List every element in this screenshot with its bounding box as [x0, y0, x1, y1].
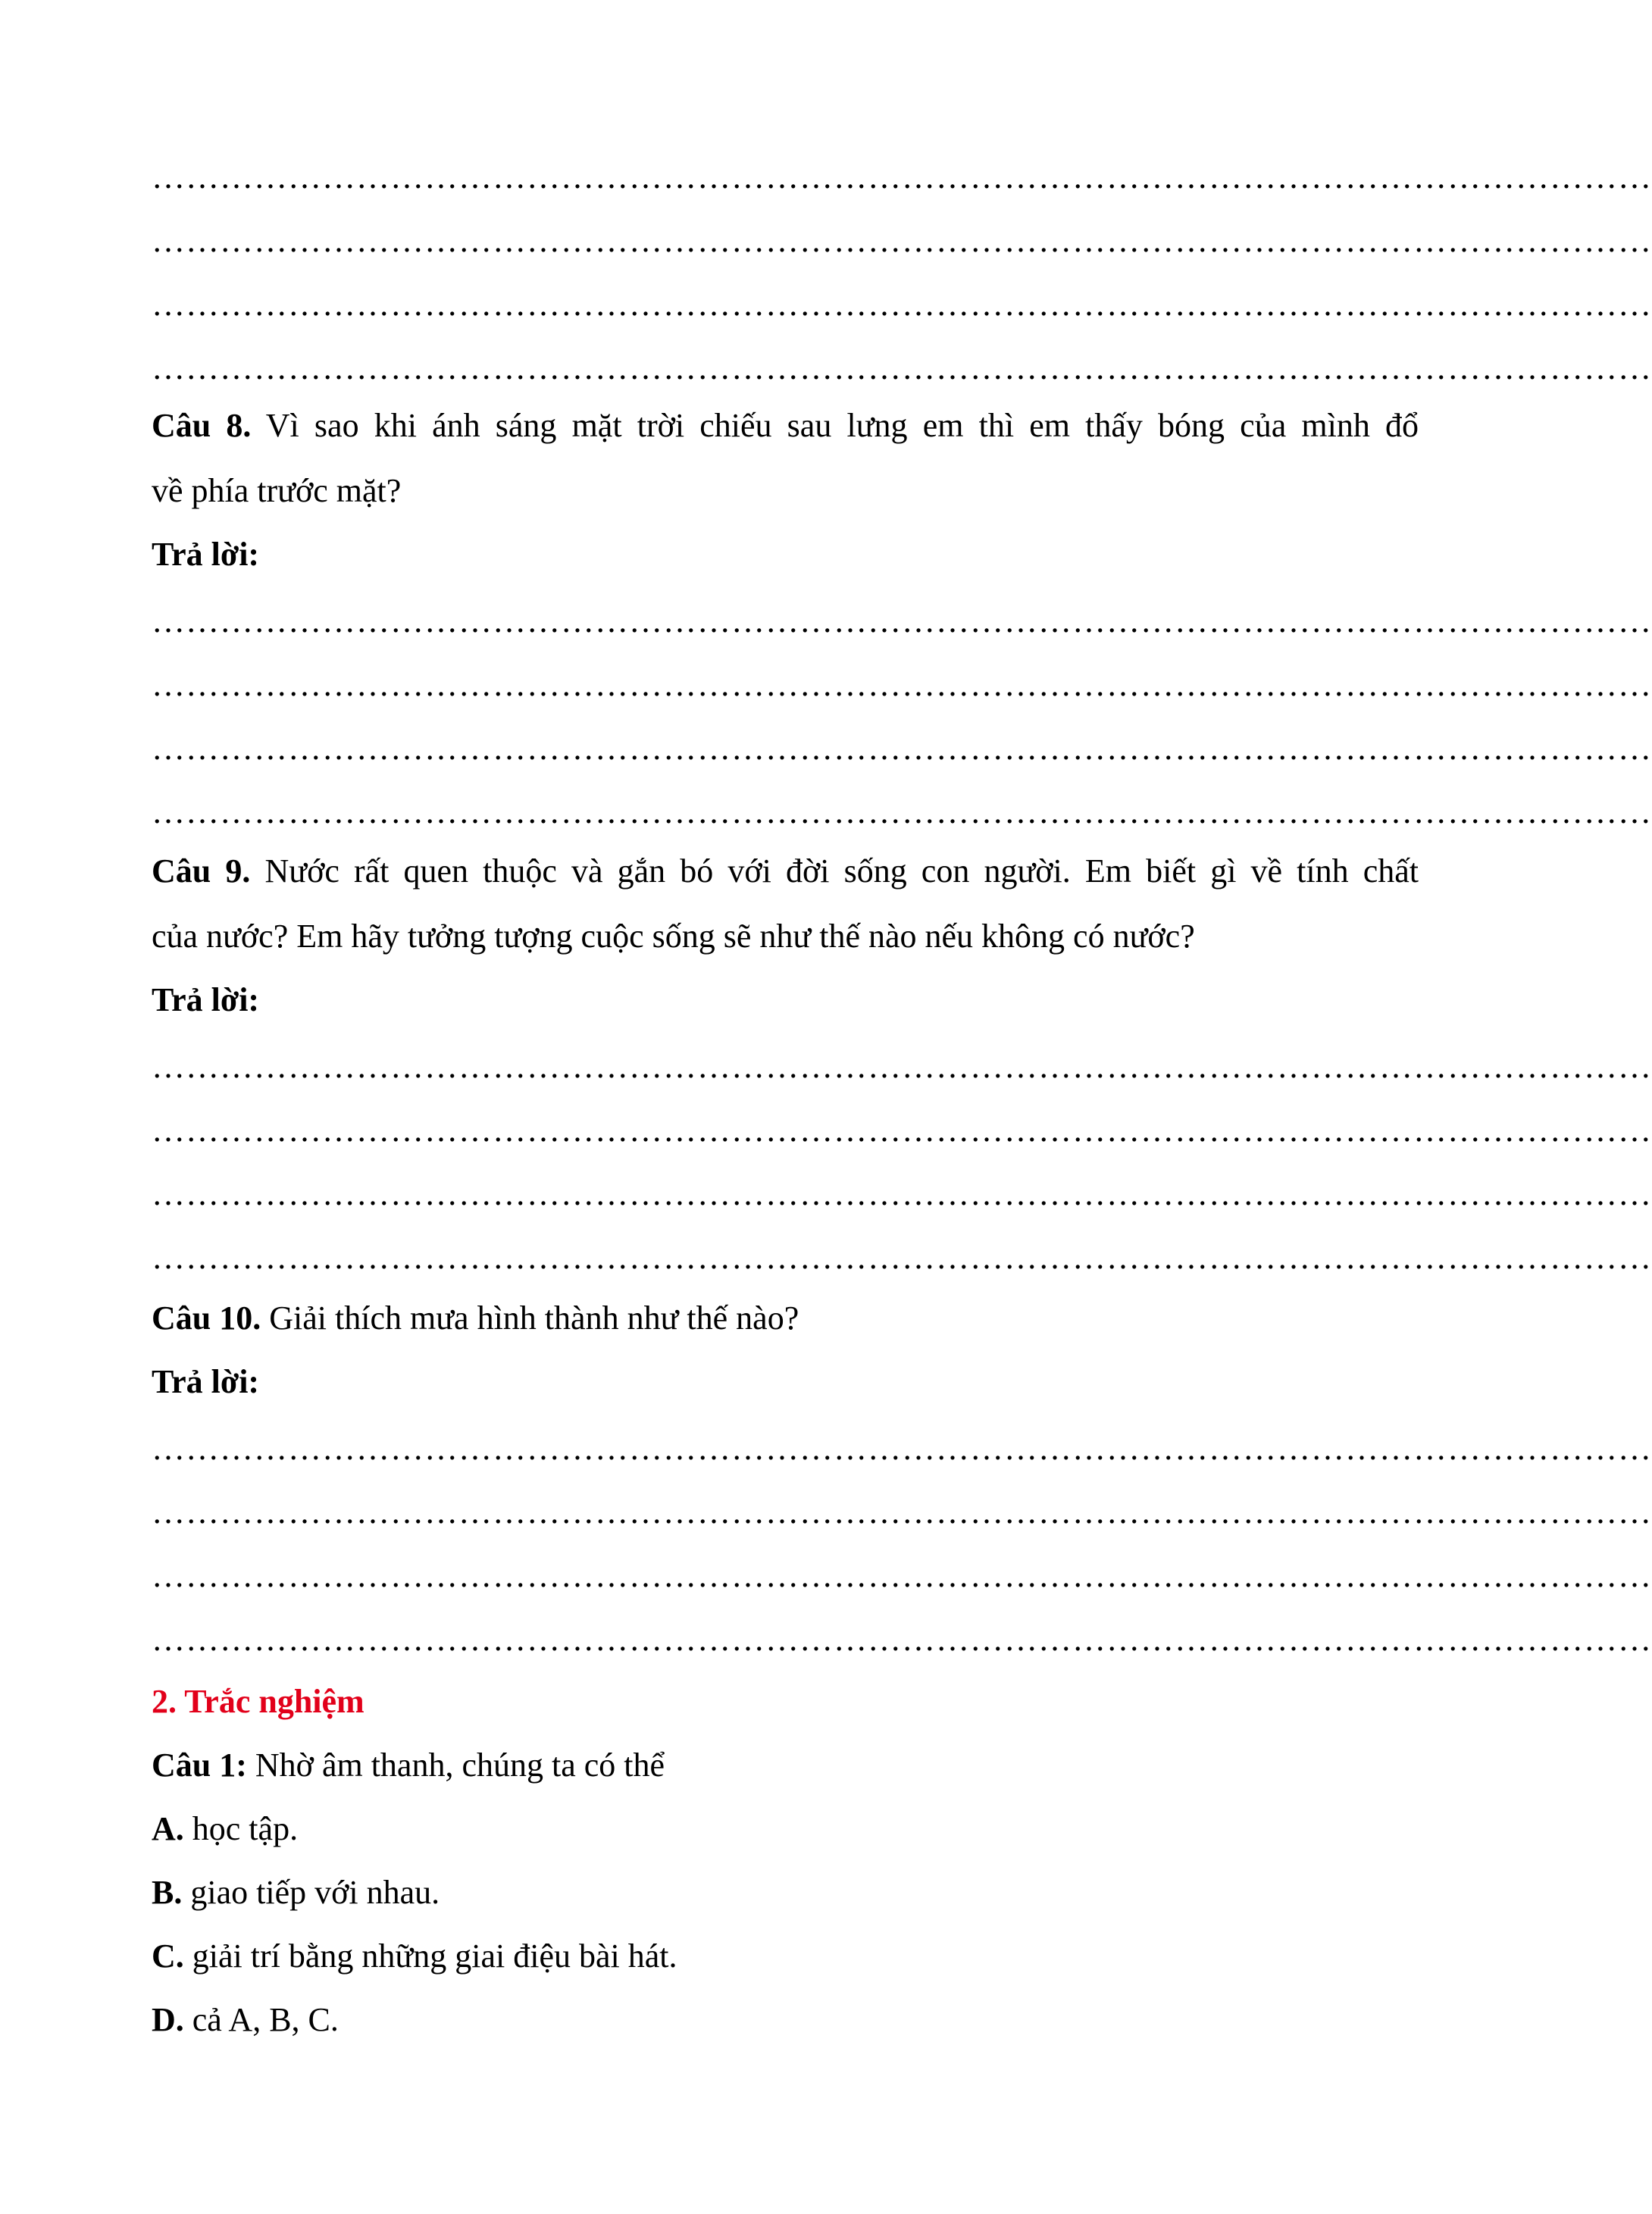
answer-line: …………………………………………………………………………………………………………………… [152, 158, 1652, 195]
question-10-label: Câu 10. [152, 1299, 261, 1337]
question-8-label: Câu 8. [152, 407, 252, 444]
answer-line: …………………………………………………………………………………………………………………… [152, 1493, 1652, 1531]
mc-question-1-label: Câu 1: [152, 1746, 247, 1784]
mc-option-c [152, 1935, 677, 1978]
answer-line: …………………………………………………………………………………………………………………… [152, 666, 1652, 703]
answer-label-q8: Trả lời: [152, 536, 260, 573]
answer-line: …………………………………………………………………………………………………………………… [152, 1557, 1652, 1594]
question-10 [152, 1297, 799, 1340]
mc-option-b [152, 1872, 440, 1914]
mc-option-a [152, 1808, 298, 1850]
answer-line: …………………………………………………………………………………………………………………… [152, 1621, 1652, 1658]
mc-option-a-text: học tập. [183, 1810, 299, 1847]
answer-line: …………………………………………………………………………………………………………………… [152, 1239, 1652, 1276]
mc-option-a-letter: A. [152, 1810, 184, 1847]
question-9-text-line2: của nước? Em hãy tưởng tượng cuộc sống sẽ như thế nào nếu không có nước? [152, 918, 1195, 955]
question-8-text-line1: Vì sao khi ánh sáng mặt trời chiếu sau lưng em thì em thấy bóng của mình đổ [251, 407, 1419, 444]
mc-option-c-text: giải trí bằng những giai điệu bài hát. [183, 1937, 677, 1975]
answer-line: …………………………………………………………………………………………………………………… [152, 793, 1652, 830]
mc-option-c-letter: C. [152, 1937, 184, 1975]
answer-line: …………………………………………………………………………………………………………………… [152, 222, 1652, 259]
mc-option-d-text: cả A, B, C. [183, 2001, 339, 2038]
mc-option-d [152, 1999, 339, 2041]
section-2-heading: 2. Trắc nghiệm [152, 1683, 365, 1720]
question-9 [152, 850, 1419, 893]
question-9-label: Câu 9. [152, 852, 251, 890]
answer-line: …………………………………………………………………………………………………………………… [152, 1175, 1652, 1212]
answer-line: …………………………………………………………………………………………………………………… [152, 286, 1652, 323]
answer-line: …………………………………………………………………………………………………………………… [152, 602, 1652, 639]
mc-option-b-text: giao tiếp với nhau. [182, 1874, 440, 1911]
question-8-text-line2: về phía trước mặt? [152, 472, 402, 509]
answer-label-q10: Trả lời: [152, 1363, 260, 1400]
answer-line: …………………………………………………………………………………………………………………… [152, 349, 1652, 386]
mc-option-d-letter: D. [152, 2001, 184, 2038]
mc-question-1 [152, 1744, 665, 1787]
answer-line: …………………………………………………………………………………………………………………… [152, 1112, 1652, 1149]
answer-line: …………………………………………………………………………………………………………………… [152, 730, 1652, 767]
mc-option-b-letter: B. [152, 1874, 183, 1911]
question-10-text: Giải thích mưa hình thành như thế nào? [261, 1299, 799, 1337]
question-8 [152, 405, 1419, 447]
mc-question-1-text: Nhờ âm thanh, chúng ta có thể [246, 1746, 665, 1784]
answer-line: …………………………………………………………………………………………………………………… [152, 1430, 1652, 1467]
question-9-text-line1: Nước rất quen thuộc và gắn bó với đời sống con người. Em biết gì về tính chất [250, 852, 1419, 890]
answer-label-q9: Trả lời: [152, 981, 260, 1018]
answer-line: …………………………………………………………………………………………………………………… [152, 1048, 1652, 1085]
